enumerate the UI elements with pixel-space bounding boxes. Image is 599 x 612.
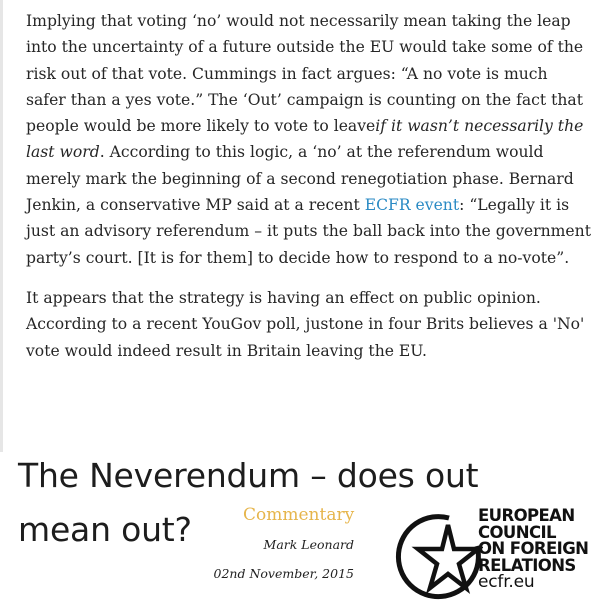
article-paragraph-1 (26, 8, 592, 271)
article-paragraph-2: It appears that the strategy is having an effect on public opinion. According to a recent YouGov poll, justone in four Brits believes a 'No' vote would indeed result in Britain leaving the EU. (26, 288, 585, 360)
paragraph-1-emphasis: if it wasn’t necessarily the last word (26, 117, 584, 162)
ecfr-circle-star-icon (387, 504, 483, 600)
logo-line-1: EUROPEAN (478, 506, 575, 525)
paragraph-1-text-c: : “Legally it is just an advisory referendum – it puts the ball back into the government party’s court. [It is for them] to decide how to respond to a no-vote”. (26, 196, 591, 267)
logo-line-3: ON FOREIGN (478, 539, 589, 558)
author-name: Mark Leonard (263, 537, 354, 552)
ecfr-event-link[interactable]: ECFR event (364, 196, 460, 215)
logo-line-2: COUNCIL (478, 522, 556, 542)
logo-url: ecfr.eu (478, 572, 535, 592)
article-headline: The Neverendum – does out mean out? (18, 456, 479, 549)
paragraph-1-text-b: . According to this logic, a ‘no’ at the referendum would merely mark the beginning of a second renegotiation phase. Bernard Jenkin, a conservative MP said at a recent (26, 143, 574, 215)
category-label[interactable]: Commentary (243, 505, 355, 525)
ecfr-logo-wordmark (478, 508, 588, 591)
left-border-rule (0, 0, 3, 452)
logo-line-4: RELATIONS (478, 555, 576, 575)
publish-date: 02nd November, 2015 (213, 566, 354, 581)
paragraph-1-text-a: Implying that voting ‘no’ would not necessarily mean taking the leap into the uncertainty of a future outside the EU would take some of the risk out of that vote. Cummings in fact argues: “A no vote is much safer than a yes vote.” The ‘Out’ campaign is counting on the fact that people would be more likely to vote to leave (26, 12, 584, 136)
article-body (26, 8, 592, 378)
